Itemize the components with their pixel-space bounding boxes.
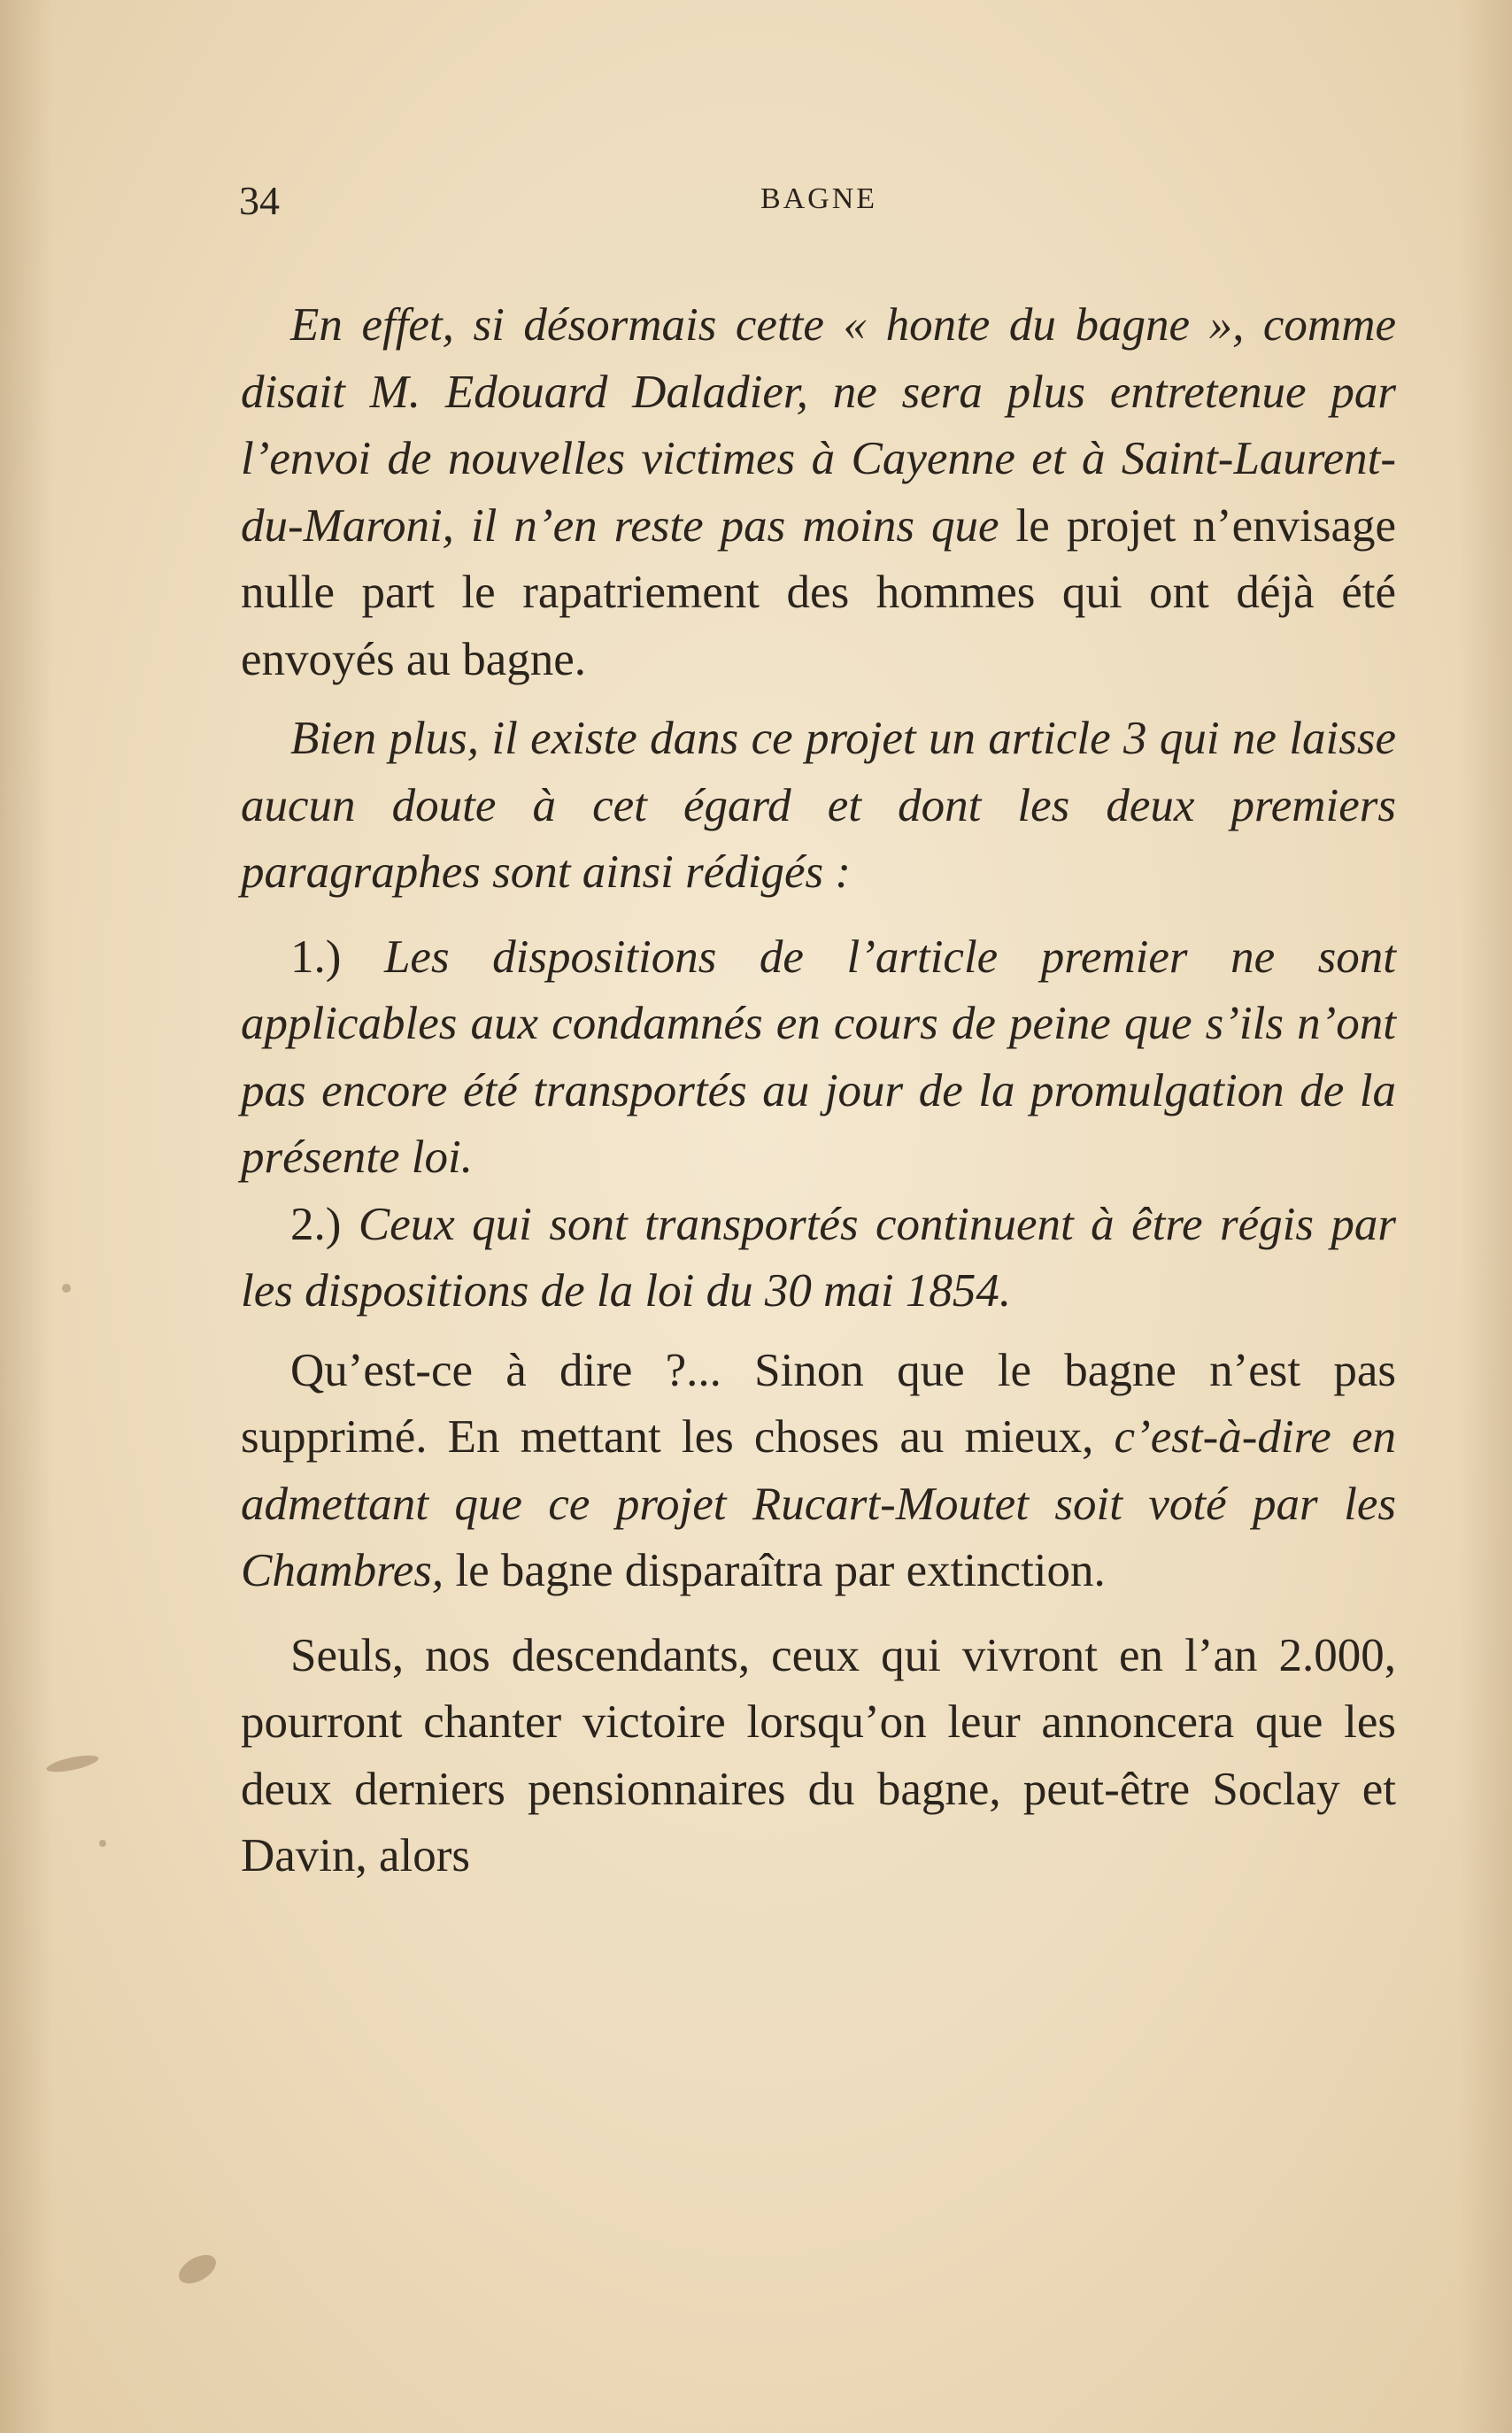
article-paragraph-2-number: 2.)	[290, 1198, 359, 1250]
paragraph-5-roman-end: le bagne disparaîtra par extinction.	[444, 1545, 1106, 1596]
page-number: 34	[239, 178, 280, 223]
paper-speck	[99, 1840, 106, 1847]
page-header	[239, 177, 1399, 230]
paragraph-6-roman: Seuls, nos descendants, ceux qui vivront en l’an 2.000, pourront chanter victoire lorsqu’on leur annoncera que les deux derniers pensionnaires du bagne, peut-être Soclay et Davin, alors	[241, 1629, 1396, 1881]
article-paragraph-1-text: Les dispositions de l’article premier ne sont applicables aux condamnés en cours de peine que s’ils n’ont pas encore été transportés au jour de la promulgation de la présente loi.	[241, 931, 1396, 1183]
paragraph-5	[241, 1338, 1396, 1605]
body-text	[241, 292, 1396, 1890]
paragraph-1	[241, 292, 1396, 693]
paragraph-5-roman: Qu’est-ce à dire ?... Sinon que le bagne n’est pas supprimé. En mettant les choses au mieux,	[241, 1344, 1396, 1463]
paragraph-1-italic: En effet, si désormais cette « honte du bagne », comme disait M. Edouard Daladier, ne sera plus entretenue par l’envoi de nouvelles victimes à Cayenne et à Saint-Laurent-du-Maroni, il n’en reste pas moins que	[241, 299, 1396, 552]
paragraph-5-italic: c’est-à-dire en admettant que ce projet Rucart-Moutet soit voté par les Chambres,	[241, 1411, 1396, 1596]
paper-speck	[62, 1284, 71, 1293]
article-paragraph-2	[241, 1192, 1396, 1325]
paragraph-2-italic: Bien plus, il existe dans ce projet un article 3 qui ne laisse aucun doute à cet égard et dont les deux premiers paragraphes sont ainsi rédigés :	[241, 713, 1396, 898]
article-paragraph-1-number: 1.)	[290, 931, 384, 983]
paragraph-1-roman: le projet n’envisage nulle part le rapatriement des hommes qui ont déjà été envoyés au bagne.	[241, 499, 1396, 685]
running-title: BAGNE	[760, 182, 878, 215]
paragraph-6	[241, 1623, 1396, 1890]
article-paragraph-2-text: Ceux qui sont transportés continuent à être régis par les dispositions de la loi du 30 mai 1854.	[241, 1198, 1397, 1317]
article-paragraph-1	[241, 924, 1396, 1192]
paper-speck	[174, 2249, 221, 2290]
paragraph-2	[241, 706, 1396, 907]
paper-speck	[45, 1752, 100, 1775]
